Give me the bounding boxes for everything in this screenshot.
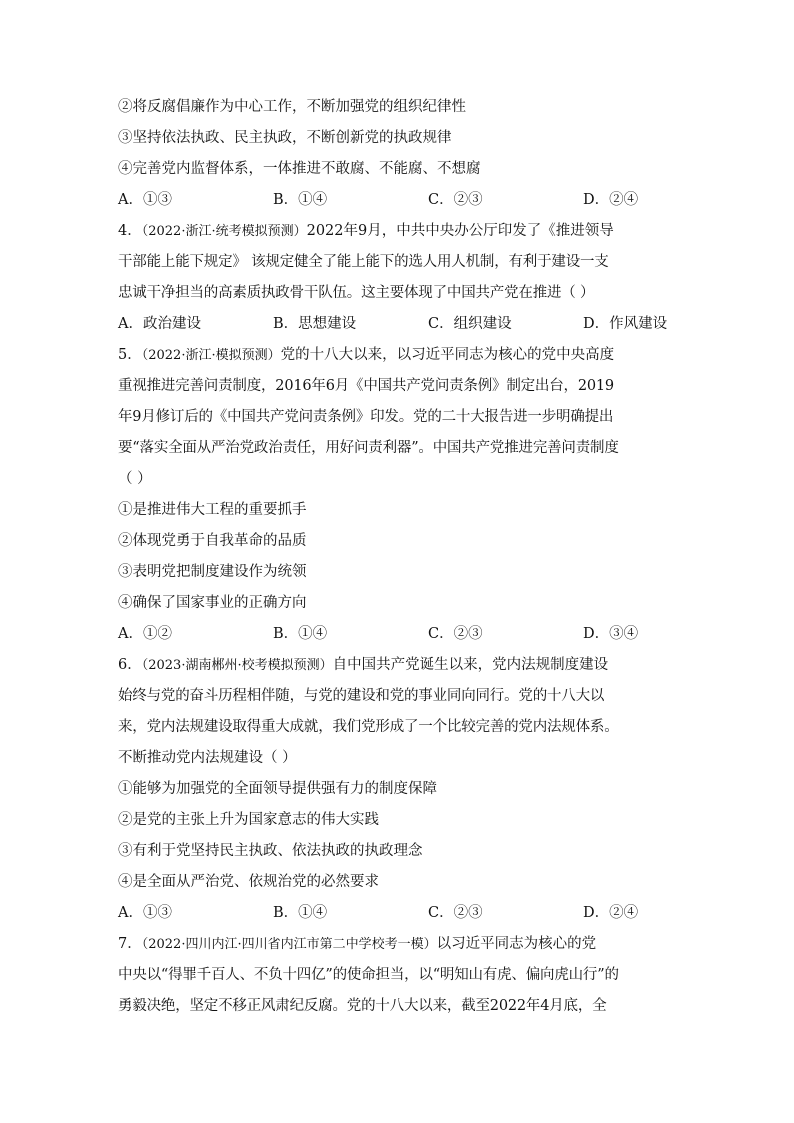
statement-3: ③表明党把制度建设作为统领 xyxy=(118,564,307,580)
option-c: C．②③ xyxy=(428,192,483,208)
option-c: C．②③ xyxy=(428,626,483,642)
statement-4: ④是全面从严治党、依规治党的必然要求 xyxy=(118,874,379,890)
answer-options xyxy=(118,898,680,929)
statement-4: ④确保了国家事业的正确方向 xyxy=(118,595,307,611)
question-text: 2022年9月，中共中央办公厅印发了《推进领导 xyxy=(306,223,614,239)
question-page xyxy=(118,92,680,1022)
statement-2: ②是党的主张上升为国家意志的伟大实践 xyxy=(118,812,379,828)
question-source: （2022·浙江·模拟预测） xyxy=(141,348,281,363)
question-5-stem-line-4: 要“落实全面从严治党政治责任，用好问责利器”。中国共产党推进完善问责制度 xyxy=(118,440,619,456)
question-4-stem-line-1 xyxy=(118,216,680,247)
question-6-stem-line-2: 始终与党的奋斗历程相伴随，与党的建设和党的事业同向同行。党的十八大以 xyxy=(118,688,605,704)
option-d: D．③④ xyxy=(583,626,639,642)
question-5-stem-line-3: 年9月修订后的《中国共产党问责条例》印发。党的二十大报告进一步明确提出 xyxy=(118,409,614,425)
answer-options xyxy=(118,619,680,650)
question-5-stem-line-2: 重视推进完善问责制度，2016年6月《中国共产党问责条例》制定出台，2019 xyxy=(118,378,614,394)
statement-2: ②将反腐倡廉作为中心工作，不断加强党的组织纪律性 xyxy=(118,99,466,115)
option-b: B．思想建设 xyxy=(273,316,357,332)
question-7-stem-line-2: 中央以“得罪千百人、不负十四亿”的使命担当，以“明知山有虎、偏向虎山行”的 xyxy=(118,967,619,983)
option-a: A．政治建设 xyxy=(118,316,201,332)
option-d: D．作风建设 xyxy=(583,316,668,332)
question-4-stem-line-2: 干部能上能下规定》 该规定健全了能上能下的选人用人机制，有利于建设一支 xyxy=(118,254,609,270)
statement-1: ①是推进伟大工程的重要抓手 xyxy=(118,502,307,518)
option-c: C．②③ xyxy=(428,905,483,921)
answer-options xyxy=(118,309,680,340)
question-text: 以习近平同志为核心的党 xyxy=(436,936,597,952)
answer-options xyxy=(118,185,680,216)
option-b: B．①④ xyxy=(273,192,328,208)
question-7-stem-line-1 xyxy=(118,929,680,960)
question-6-stem-line-4: 不断推动党内法规建设（ ） xyxy=(118,750,297,766)
statement-3: ③坚持依法执政、民主执政，不断创新党的执政规律 xyxy=(118,130,452,146)
question-7-stem-line-3: 勇毅决绝，坚定不移正风肃纪反腐。党的十八大以来，截至2022年4月底，全 xyxy=(118,998,607,1014)
question-6-stem-line-3: 来，党内法规建设取得重大成就，我们党形成了一个比较完善的党内法规体系。 xyxy=(118,719,619,735)
question-5-stem-line-1 xyxy=(118,340,680,371)
option-d: D．②④ xyxy=(583,192,639,208)
option-c: C．组织建设 xyxy=(428,316,512,332)
option-a: A．①③ xyxy=(118,905,172,921)
question-source: （2022·浙江·统考模拟预测） xyxy=(141,224,307,239)
question-text: 党的十八大以来，以习近平同志为核心的党中央高度 xyxy=(280,347,615,363)
question-number: 4． xyxy=(118,223,142,239)
question-number: 5． xyxy=(118,347,142,363)
question-text: 自中国共产党诞生以来，党内法规制度建设 xyxy=(332,657,609,673)
statement-4: ④完善党内监督体系，一体推进不敢腐、不能腐、不想腐 xyxy=(118,161,481,177)
statement-2: ②体现党勇于自我革命的品质 xyxy=(118,533,307,549)
question-source: （2023·湖南郴州·校考模拟预测） xyxy=(141,658,333,673)
option-b: B．①④ xyxy=(273,626,328,642)
question-6-stem-line-1 xyxy=(118,650,680,681)
option-a: A．①③ xyxy=(118,192,172,208)
question-source: （2022·四川内江·四川省内江市第二中学校考一模） xyxy=(141,937,437,952)
option-a: A．①② xyxy=(118,626,172,642)
question-5-stem-line-5: （ ） xyxy=(118,471,152,487)
question-number: 7． xyxy=(118,936,142,952)
question-4-stem-line-3: 忠诚干净担当的高素质执政骨干队伍。这主要体现了中国共产党在推进（ ） xyxy=(118,285,595,301)
option-d: D．②④ xyxy=(583,905,639,921)
statement-3: ③有利于党坚持民主执政、依法执政的执政理念 xyxy=(118,843,423,859)
option-b: B．①④ xyxy=(273,905,328,921)
question-number: 6． xyxy=(118,657,142,673)
statement-1: ①能够为加强党的全面领导提供强有力的制度保障 xyxy=(118,781,437,797)
